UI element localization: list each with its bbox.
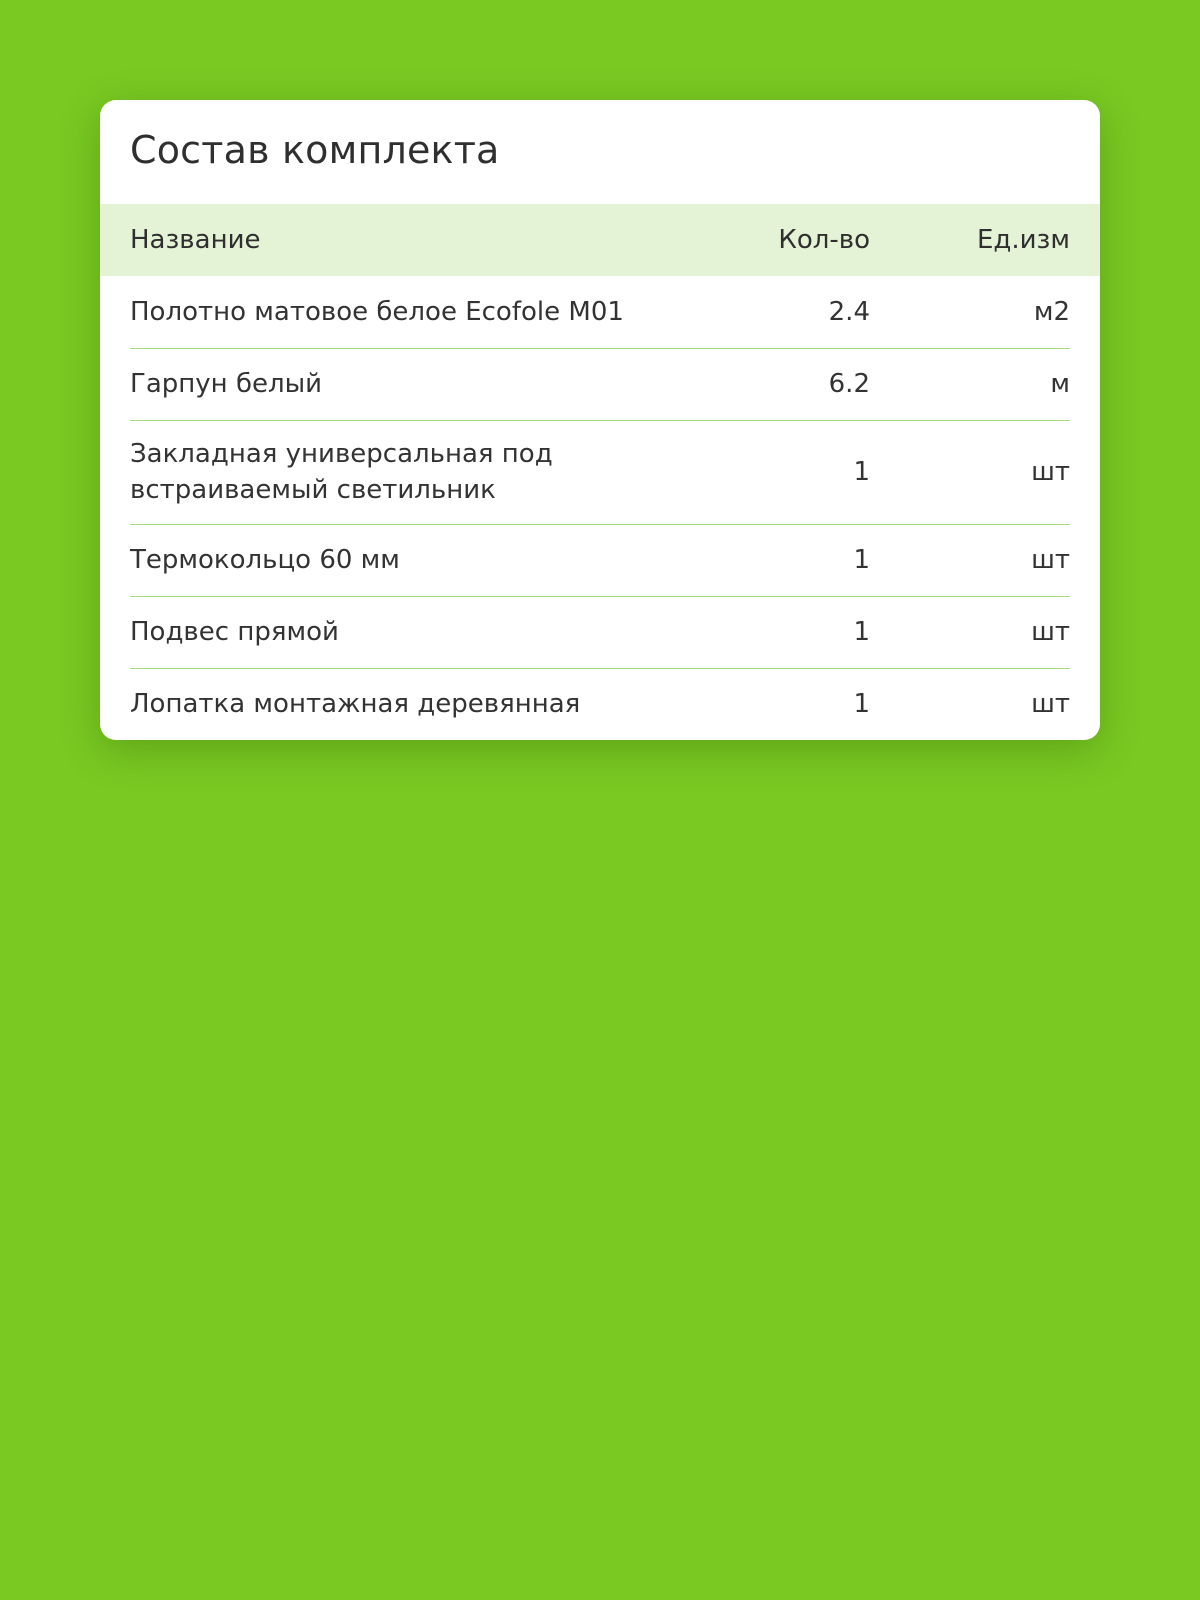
row-unit: шт (1031, 689, 1070, 719)
row-name: Полотно матовое белое Ecofole M01 (130, 297, 624, 327)
row-qty: 1 (853, 457, 870, 487)
card-title: Состав комплекта (130, 128, 500, 172)
table-row (100, 276, 1100, 348)
table-row (100, 596, 1100, 668)
row-unit: шт (1031, 457, 1070, 487)
row-unit: шт (1031, 617, 1070, 647)
row-name: Лопатка монтажная деревянная (130, 689, 581, 719)
row-qty: 1 (853, 545, 870, 575)
column-header-unit: Ед.изм (976, 225, 1070, 255)
row-name: Гарпун белый (130, 369, 323, 399)
row-unit: м (1050, 369, 1070, 399)
table-row (100, 668, 1100, 740)
table-row (100, 348, 1100, 420)
row-name: Закладная универсальная под встраиваемый светильник (130, 439, 553, 505)
kit-contents-table (100, 204, 1100, 740)
row-qty: 1 (853, 617, 870, 647)
table-row (100, 524, 1100, 596)
column-header-name: Название (130, 225, 261, 255)
row-unit: м2 (1033, 297, 1070, 327)
row-qty: 2.4 (828, 297, 870, 327)
column-header-qty: Кол-во (778, 225, 870, 255)
table-row (100, 420, 1100, 524)
row-unit: шт (1031, 545, 1070, 575)
row-qty: 6.2 (828, 369, 870, 399)
kit-contents-card (100, 100, 1100, 740)
row-name: Подвес прямой (130, 617, 339, 647)
row-name: Термокольцо 60 мм (130, 545, 400, 575)
row-qty: 1 (853, 689, 870, 719)
table-header-row (100, 204, 1100, 276)
